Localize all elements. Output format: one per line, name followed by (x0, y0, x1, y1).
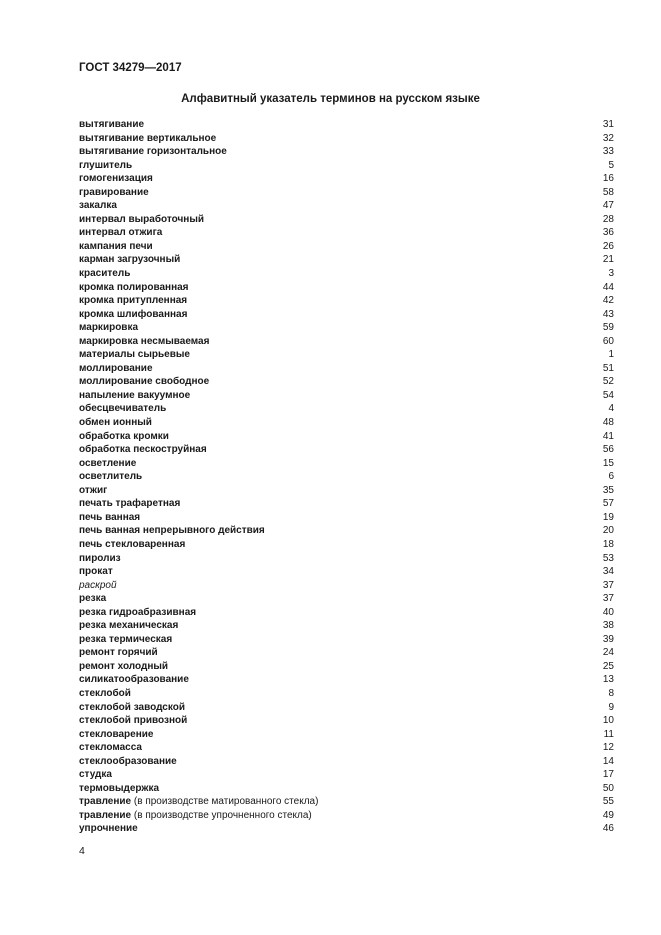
index-entry (79, 470, 614, 484)
index-entry (79, 402, 614, 416)
index-term-number: 32 (602, 132, 614, 144)
index-term: кампания печи (79, 240, 153, 252)
index-term-number: 37 (602, 593, 614, 605)
index-entry (79, 673, 614, 687)
index-entry (79, 159, 614, 173)
index-term-number: 5 (608, 159, 614, 171)
index-entry (79, 660, 614, 674)
index-term-number: 51 (602, 362, 614, 374)
index-term: пиролиз (79, 552, 121, 564)
index-entry (79, 253, 614, 267)
index-entry (79, 619, 614, 633)
index-entry (79, 755, 614, 769)
index-term: вытягивание (79, 119, 145, 130)
index-term: печь стекловаренная (79, 538, 186, 550)
index-entry (79, 281, 614, 295)
index-term-number: 54 (602, 389, 614, 401)
index-term: стекловарение (79, 728, 154, 740)
index-term: раскрой (79, 579, 117, 591)
index-entry (79, 782, 614, 796)
index-term-number: 43 (602, 308, 614, 320)
index-term: травление (79, 796, 132, 808)
index-term: студка (79, 769, 112, 781)
index-term: осветление (79, 457, 137, 469)
index-term-number: 57 (602, 498, 614, 510)
index-term: моллирование свободное (79, 376, 210, 388)
index-entry (79, 118, 614, 132)
index-term-number: 52 (602, 376, 614, 388)
index-term-number: 39 (602, 633, 614, 645)
index-term-number: 28 (602, 213, 614, 225)
index-term: осветлитель (79, 471, 143, 483)
index-term: обмен ионный (79, 417, 152, 429)
index-entry (79, 822, 614, 836)
index-term: печать трафаретная (79, 498, 181, 510)
index-term-number: 36 (602, 227, 614, 239)
index-entry (79, 701, 614, 715)
index-term: моллирование (79, 362, 153, 374)
index-term: вытягивание вертикальное (79, 132, 217, 144)
index-term-number: 24 (602, 647, 614, 659)
index-entry (79, 795, 614, 809)
index-term: ремонт холодный (79, 660, 169, 672)
index-term-number: 1 (608, 349, 614, 361)
index-term-number: 9 (608, 701, 614, 713)
index-term: отжиг (79, 484, 108, 496)
index-term-number: 47 (602, 200, 614, 212)
index-term: обесцвечиватель (79, 403, 167, 415)
index-entry (79, 579, 614, 593)
index-term-number: 40 (602, 606, 614, 618)
index-term-number: 25 (602, 660, 614, 672)
index-entry (79, 132, 614, 146)
index-term-number: 48 (602, 417, 614, 429)
index-term-number: 31 (602, 119, 614, 130)
index-term: закалка (79, 200, 117, 212)
index-term-number: 41 (602, 430, 614, 442)
index-term-number: 13 (602, 674, 614, 686)
index-term-number: 49 (602, 809, 614, 821)
index-entry (79, 199, 614, 213)
index-term: кромка шлифованная (79, 308, 188, 320)
index-entry (79, 633, 614, 647)
index-term-number: 21 (602, 254, 614, 266)
index-entry (79, 321, 614, 335)
index-term: стеклобой (79, 687, 131, 699)
index-entry (79, 362, 614, 376)
index-entry (79, 606, 614, 620)
index-term-number: 58 (602, 186, 614, 198)
index-term: стеклобой привозной (79, 715, 188, 727)
index-entry (79, 687, 614, 701)
index-term-number: 44 (602, 281, 614, 293)
index-entry (79, 538, 614, 552)
index-entry (79, 484, 614, 498)
index-term-number: 37 (602, 579, 614, 591)
index-term: интервал отжига (79, 227, 163, 239)
index-term-number: 59 (602, 322, 614, 334)
index-term-note: (в производстве упрочненного стекла) (133, 809, 312, 821)
index-term-number: 18 (602, 538, 614, 550)
index-entry (79, 646, 614, 660)
index-term: интервал выработочный (79, 213, 205, 225)
index-entry (79, 714, 614, 728)
index-term-number: 38 (602, 620, 614, 632)
index-term-number: 33 (602, 146, 614, 158)
index-entry (79, 511, 614, 525)
index-term: кромка притупленная (79, 295, 188, 307)
index-term: прокат (79, 566, 113, 578)
index-term: резка термическая (79, 633, 173, 645)
index-term: упрочнение (79, 823, 138, 835)
index-term-number: 11 (603, 728, 614, 740)
index-term: маркировка несмываемая (79, 335, 210, 347)
index-term-number: 17 (602, 769, 614, 781)
standard-number: ГОСТ 34279—2017 (79, 62, 182, 74)
index-term-number: 60 (602, 335, 614, 347)
index-entry (79, 335, 614, 349)
index-term: глушитель (79, 159, 133, 171)
index-entry (79, 430, 614, 444)
index-term: карман загрузочный (79, 254, 181, 266)
index-term-number: 53 (602, 552, 614, 564)
index-term-number: 35 (602, 484, 614, 496)
index-entry (79, 240, 614, 254)
index-term-number: 20 (602, 525, 614, 537)
index-term: вытягивание горизонтальное (79, 146, 227, 158)
index-entry (79, 552, 614, 566)
index-entry (79, 524, 614, 538)
index-entry (79, 565, 614, 579)
index-entry (79, 389, 614, 403)
index-term: ремонт горячий (79, 647, 158, 659)
index-entry (79, 267, 614, 281)
term-index (79, 118, 614, 836)
index-term-number: 6 (608, 471, 614, 483)
index-entry (79, 457, 614, 471)
index-term: стеклобой заводской (79, 701, 185, 713)
index-entry (79, 186, 614, 200)
index-entry (79, 728, 614, 742)
index-term: гравирование (79, 186, 149, 198)
index-term-number: 4 (608, 403, 614, 415)
index-entry (79, 172, 614, 186)
index-term-number: 42 (602, 295, 614, 307)
index-entry (79, 213, 614, 227)
index-term-number: 12 (602, 742, 614, 754)
index-term: стекломасса (79, 742, 142, 754)
index-entry (79, 592, 614, 606)
index-entry (79, 416, 614, 430)
index-term-note: (в производстве матированного стекла) (133, 796, 319, 808)
index-entry (79, 375, 614, 389)
index-term: краситель (79, 268, 131, 280)
index-term: термовыдержка (79, 782, 160, 794)
index-term: резка гидроабразивная (79, 606, 197, 618)
index-entry (79, 145, 614, 159)
index-term: обработка кромки (79, 430, 169, 442)
index-term: маркировка (79, 322, 139, 334)
index-term: травление (79, 809, 132, 821)
index-term: печь ванная непрерывного действия (79, 525, 265, 537)
index-term: стеклообразование (79, 755, 177, 767)
index-term-number: 26 (602, 240, 614, 252)
index-entry (79, 809, 614, 823)
index-term-number: 55 (602, 796, 614, 808)
index-entry (79, 443, 614, 457)
index-term: гомогенизация (79, 173, 153, 185)
index-term-number: 19 (602, 511, 614, 523)
index-term-number: 56 (602, 444, 614, 456)
index-term-number: 15 (602, 457, 614, 469)
index-entry (79, 741, 614, 755)
index-term-number: 8 (608, 687, 614, 699)
index-term-number: 50 (602, 782, 614, 794)
index-term: резка механическая (79, 620, 179, 632)
index-entry (79, 497, 614, 511)
index-term-number: 3 (608, 268, 614, 280)
index-term: материалы сырьевые (79, 349, 190, 361)
index-term: резка (79, 593, 107, 605)
index-entry (79, 308, 614, 322)
index-term: обработка пескоструйная (79, 444, 207, 456)
index-term-number: 46 (602, 823, 614, 835)
index-title: Алфавитный указатель терминов на русском языке (181, 93, 480, 105)
index-term-number: 16 (602, 173, 614, 185)
index-term: силикатообразование (79, 674, 189, 686)
index-term-number: 34 (602, 566, 614, 578)
index-term-number: 14 (602, 755, 614, 767)
index-entry (79, 226, 614, 240)
index-entry (79, 294, 614, 308)
index-entry (79, 768, 614, 782)
index-entry (79, 348, 614, 362)
index-term: печь ванная (79, 511, 141, 523)
index-term-number: 10 (602, 715, 614, 727)
page-number: 4 (79, 845, 85, 857)
index-term: кромка полированная (79, 281, 189, 293)
index-term: напыление вакуумное (79, 389, 191, 401)
